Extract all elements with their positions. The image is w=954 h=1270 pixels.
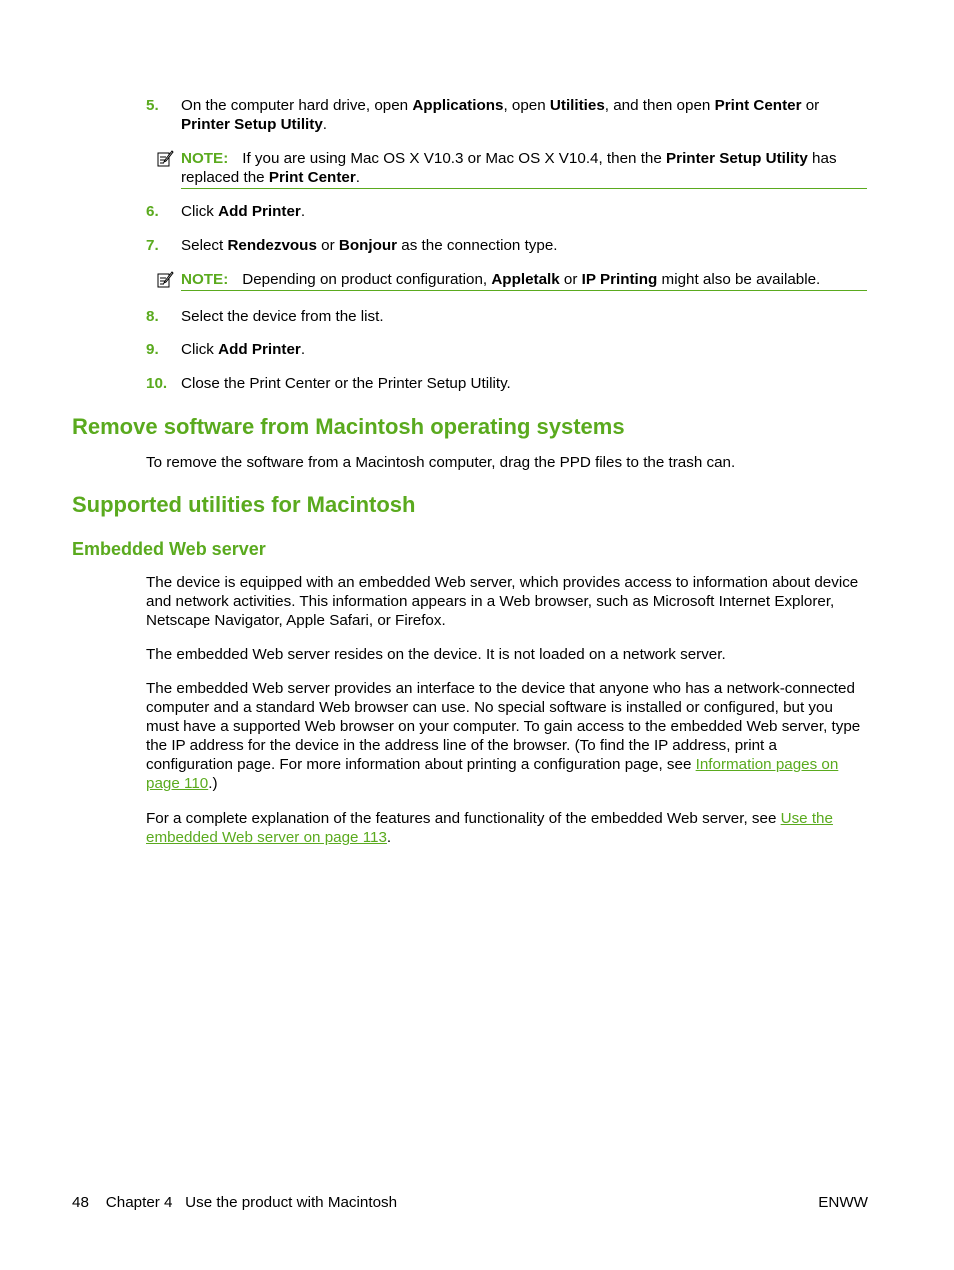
step-text: Click Add Printer. bbox=[181, 203, 306, 220]
ews-paragraph-3: The embedded Web server provides an interface to the device that anyone who has a network-connected computer and a standard Web browser can use. No special software is installed or configured, but you must have a supported Web browser on your computer. To gain access to the embedded Web server, type the IP address for the device in the address line of the browser. (To find the IP address, print a configuration page. For more information about printing a configuration page, see Information pages on page 110.) bbox=[146, 680, 861, 792]
note-icon bbox=[156, 150, 174, 168]
section-heading-utilities: Supported utilities for Macintosh bbox=[72, 492, 416, 517]
chapter-title: Use the product with Macintosh bbox=[185, 1194, 398, 1211]
note-label: NOTE: bbox=[181, 271, 229, 288]
page-number: 48 bbox=[72, 1194, 89, 1211]
ews-paragraph-4: For a complete explanation of the features and functionality of the embedded Web server, see Use the embedded Web server on page 113. bbox=[146, 810, 833, 846]
step-text: Select the device from the list. bbox=[181, 308, 384, 325]
ews-paragraph-1: The device is equipped with an embedded Web server, which provides access to information about device and network activities. This information appears in a Web browser, such as Microsoft Internet Explorer, Netscape Navigator, Apple Safari, or Firefox. bbox=[146, 574, 859, 629]
step-number: 9. bbox=[146, 341, 159, 358]
ews-paragraph-2: The embedded Web server resides on the device. It is not loaded on a network server. bbox=[146, 646, 726, 663]
footer-right-label: ENWW bbox=[818, 1194, 868, 1211]
step-text: Click Add Printer. bbox=[181, 341, 306, 358]
step-number: 7. bbox=[146, 237, 159, 254]
step-text: Close the Print Center or the Printer Setup Utility. bbox=[181, 375, 511, 392]
note-text: NOTE: If you are using Mac OS X V10.3 or Mac OS X V10.4, then the Printer Setup Utility has replaced the Print Center. bbox=[181, 149, 867, 189]
chapter-label: Chapter 4 bbox=[105, 1194, 173, 1211]
section-heading-remove: Remove software from Macintosh operating systems bbox=[72, 414, 625, 439]
section-text-remove: To remove the software from a Macintosh computer, drag the PPD files to the trash can. bbox=[146, 454, 736, 471]
subsection-heading-ews: Embedded Web server bbox=[72, 539, 266, 559]
step-text: Select Rendezvous or Bonjour as the connection type. bbox=[181, 237, 558, 254]
note-icon bbox=[156, 271, 174, 289]
step-text: On the computer hard drive, open Applications, open Utilities, and then open Print Center or Printer Setup Utility. bbox=[181, 97, 820, 133]
step-number: 6. bbox=[146, 203, 159, 220]
use-embedded-web-server-link[interactable]: Use the embedded Web server on page 113 bbox=[146, 810, 833, 846]
information-pages-link[interactable]: Information pages on page 110 bbox=[146, 756, 839, 792]
note-text: NOTE: Depending on product configuration, Appletalk or IP Printing might also be available. bbox=[181, 270, 867, 291]
step-number: 5. bbox=[146, 97, 159, 114]
step-number: 8. bbox=[146, 308, 159, 325]
step-number: 10. bbox=[146, 375, 168, 392]
note-label: NOTE: bbox=[181, 150, 229, 167]
